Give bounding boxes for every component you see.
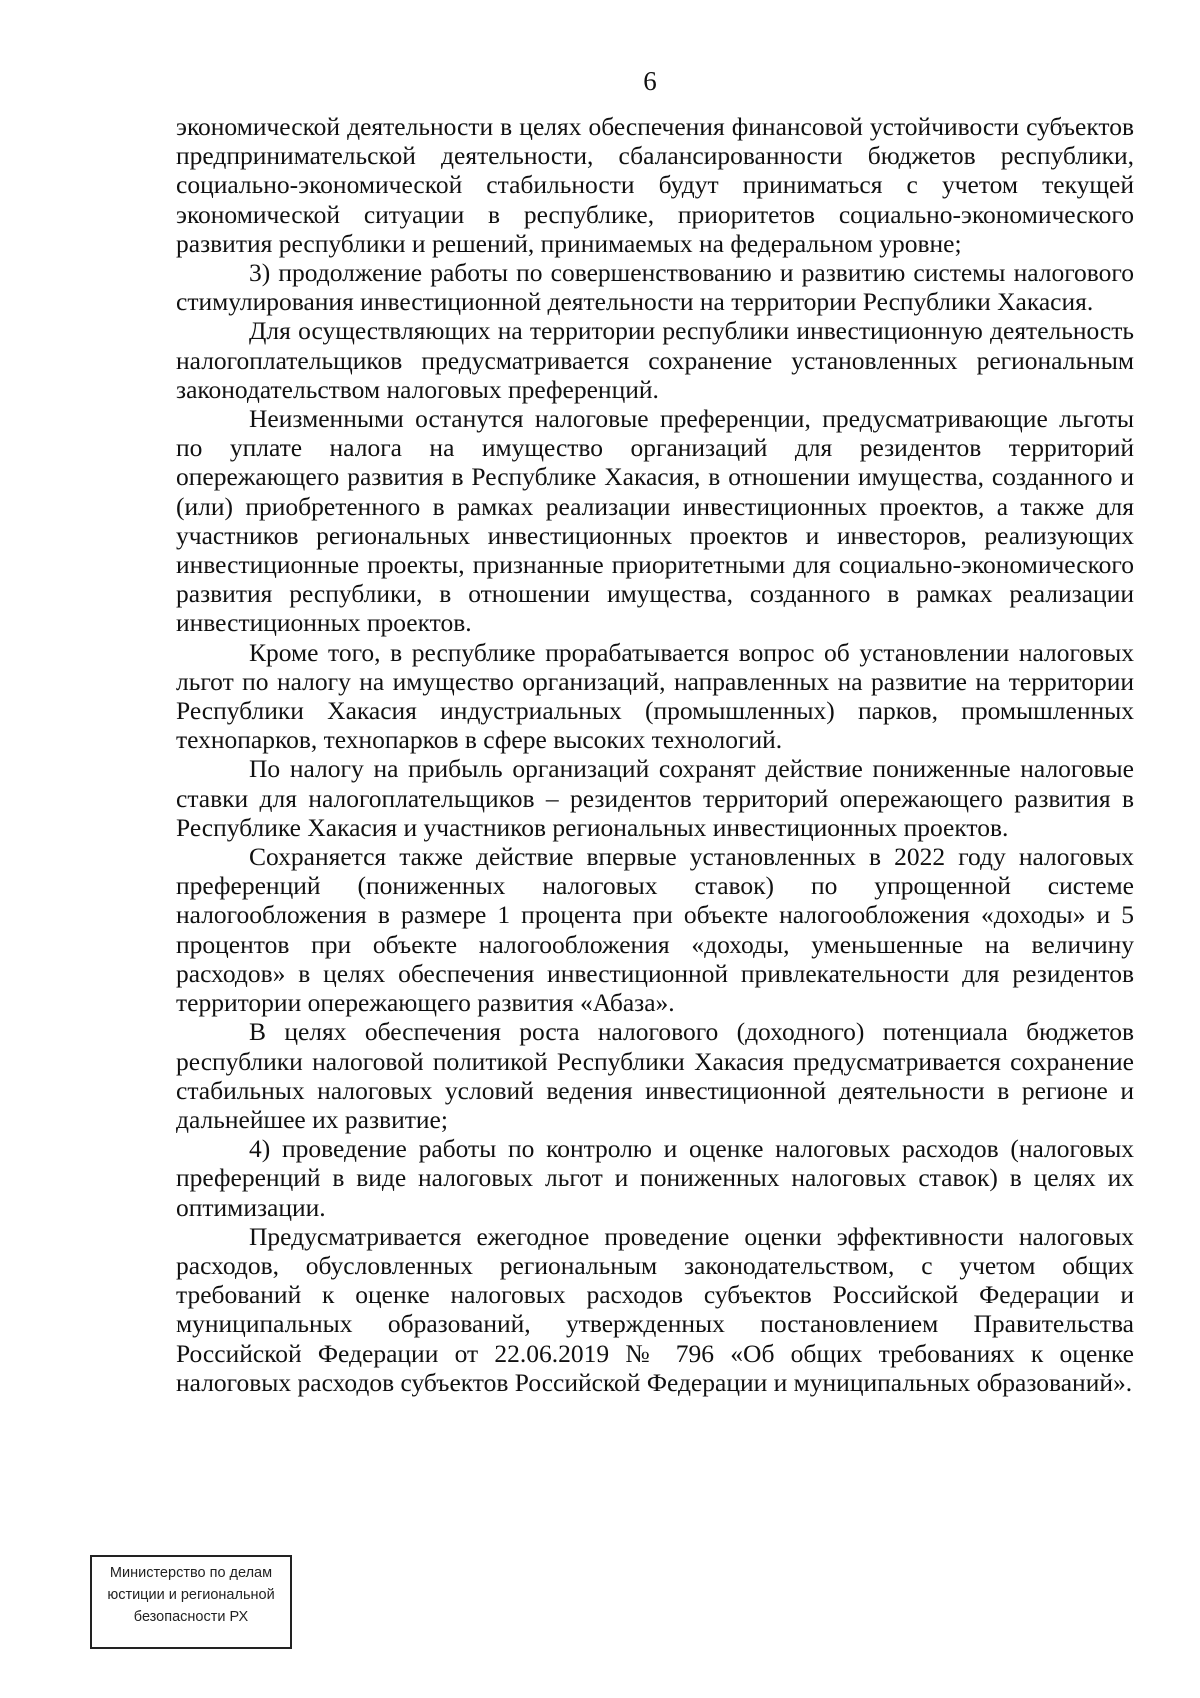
paragraph-efficiency-assessment: Предусматривается ежегодное проведение оценки эффективности налоговых расходов, обусловленных региональным законодательством, с учетом общих требований к оценке налоговых расходов субъектов Российской Федерации и муниципальных образований, утвержденных постановлением Правительства Российской Федерации от 22.06.2019 № 796 «Об общих требованиях к оценке налоговых расходов субъектов Российской Федерации и муниципальных образований». <box>176 1221 1134 1397</box>
paragraph-property-tax-benefits: Неизменными останутся налоговые преференции, предусматривающие льготы по уплате налога на имущество организаций для резидентов территорий опережающего развития в Республике Хакасия, в отношении имущества, созданного и (или) приобретенного в рамках реализации инвестиционных проектов, а также для участников региональных инвестиционных проектов и инвесторов, реализующих инвестиционные проекты, признанные приоритетными для социально-экономического развития республики, в отношении имущества, созданного в рамках реализации инвестиционных проектов. <box>176 404 1134 638</box>
paragraph-industrial-parks: Кроме того, в республике прорабатывается вопрос об установлении налоговых льгот по налогу на имущество организаций, направленных на развитие на территории Республики Хакасия индустриальных (промышленных) парков, промышленных технопарков, технопарков в сфере высоких технологий. <box>176 637 1134 755</box>
paragraph-investment-preferences: Для осуществляющих на территории республики инвестиционную деятельность налогоплательщиков предусматривается сохранение установленных региональным законодательством налоговых преференций. <box>176 316 1134 404</box>
paragraph-continuation: экономической деятельности в целях обеспечения финансовой устойчивости субъектов предпринимательской деятельности, сбалансированности бюджетов республики, социально-экономической стабильности будут приниматься с учетом текущей экономической ситуации в республике, приоритетов социально-экономического развития республики и решений, принимаемых на федеральном уровне; <box>176 112 1134 258</box>
paragraph-item-3: 3) продолжение работы по совершенствованию и развитию системы налогового стимулирования инвестиционной деятельности на территории Республики Хакасия. <box>176 258 1134 317</box>
ministry-stamp <box>90 1555 292 1649</box>
paragraph-profit-tax: По налогу на прибыль организаций сохранят действие пониженные налоговые ставки для налогоплательщиков – резидентов территорий опережающего развития в Республике Хакасия и участников региональных инвестиционных проектов. <box>176 754 1134 842</box>
page-number: 6 <box>643 66 657 96</box>
stamp-line-2: юстиции и региональной <box>107 1587 275 1603</box>
stamp-line-3: безопасности РХ <box>133 1609 249 1625</box>
document-body <box>176 112 1134 1397</box>
stamp-line-1: Министерство по делам <box>109 1565 273 1581</box>
paragraph-item-4: 4) проведение работы по контролю и оценке налоговых расходов (налоговых преференций в виде налоговых льгот и пониженных налоговых ставок) в целях их оптимизации. <box>176 1134 1134 1222</box>
paragraph-tax-potential: В целях обеспечения роста налогового (доходного) потенциала бюджетов республики налоговой политикой Республики Хакасия предусматривается сохранение стабильных налоговых условий ведения инвестиционной деятельности в регионе и дальнейшее их развитие; <box>176 1017 1134 1134</box>
paragraph-simplified-tax: Сохраняется также действие впервые установленных в 2022 году налоговых преференций (пониженных налоговых ставок) по упрощенной системе налогообложения в размере 1 процента при объекте налогообложения «доходы» и 5 процентов при объекте налогообложения «доходы, уменьшенные на величину расходов» в целях обеспечения инвестиционной привлекательности для резидентов территории опережающего развития «Абаза». <box>176 842 1134 1018</box>
